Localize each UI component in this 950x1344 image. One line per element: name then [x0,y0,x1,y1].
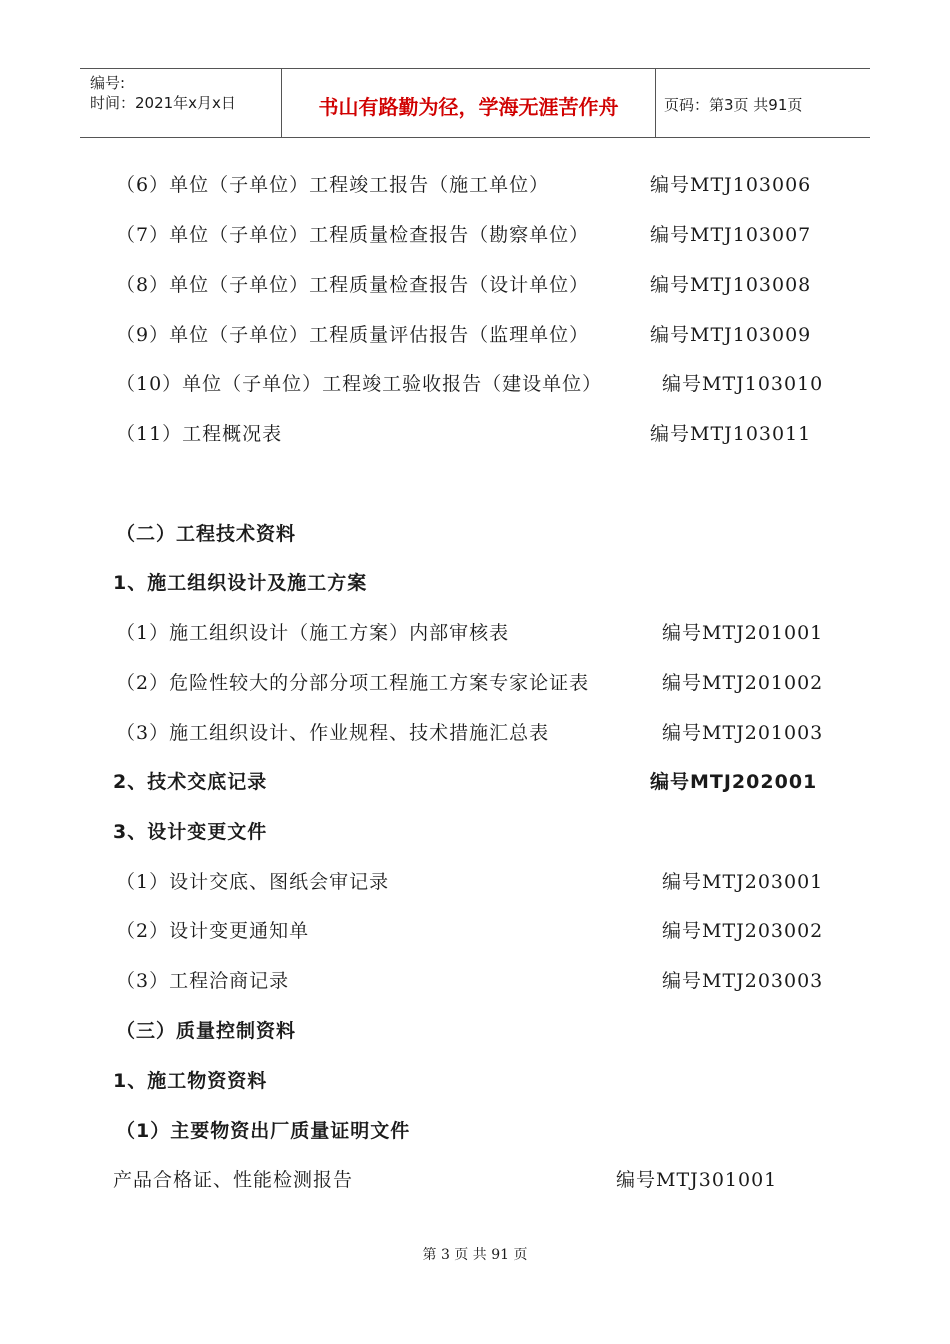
header-time-label: 时间：2021年x月x日 [90,94,236,112]
item-code: 编号MTJ103009 [650,324,812,346]
item-text: （1）设计交底、图纸会审记录 [116,871,390,893]
item-code: 编号MTJ203001 [662,871,824,893]
item-text: （8）单位（子单位）工程质量检查报告（设计单位） [116,274,590,296]
item-code: 编号MTJ103006 [650,174,812,196]
item-text: （9）单位（子单位）工程质量评估报告（监理单位） [116,324,590,346]
item-text: （11）工程概况表 [116,423,283,445]
item-text: （1）施工组织设计（施工方案）内部审核表 [116,622,510,644]
subsection-heading: 1、施工组织设计及施工方案 [113,572,368,594]
item-code: 编号MTJ203003 [662,970,824,992]
item-code: 编号MTJ201001 [662,622,824,644]
item-code: 编号MTJ201003 [662,722,824,744]
item-code: 编号MTJ103008 [650,274,812,296]
subsection-heading: 3、设计变更文件 [113,821,268,843]
item-code: 编号MTJ201002 [662,672,824,694]
item-code: 编号MTJ301001 [616,1169,778,1191]
section-heading: （三）质量控制资料 [116,1020,297,1042]
header-motto: 书山有路勤为径，学海无涯苦作舟 [282,69,656,137]
item-text: （6）单位（子单位）工程竣工报告（施工单位） [116,174,550,196]
page-footer: 第 3 页 共 91 页 [422,1247,528,1263]
item-text: （2）设计变更通知单 [116,920,310,942]
item-text: 产品合格证、性能检测报告 [113,1169,354,1191]
section-heading: （二）工程技术资料 [116,523,297,545]
item-text: （2）危险性较大的分部分项工程施工方案专家论证表 [116,672,590,694]
item-text: （7）单位（子单位）工程质量检查报告（勘察单位） [116,224,590,246]
page-header [80,68,870,138]
subsubsection-heading: （1）主要物资出厂质量证明文件 [116,1120,411,1142]
header-page-info: 页码：第3页 共91页 [664,95,803,114]
item-code: 编号MTJ203002 [662,920,824,942]
header-meta [80,69,282,137]
item-code: 编号MTJ103010 [662,373,824,395]
item-text: （3）工程洽商记录 [116,970,290,992]
item-code: 编号MTJ103011 [650,423,812,445]
subsection-heading: 1、施工物资资料 [113,1070,268,1092]
item-code: 编号MTJ103007 [650,224,812,246]
item-code: 编号MTJ202001 [650,771,818,793]
subsection-heading: 2、技术交底记录 [113,771,268,793]
item-text: （3）施工组织设计、作业规程、技术措施汇总表 [116,722,550,744]
item-text: （10）单位（子单位）工程竣工验收报告（建设单位） [116,373,603,395]
header-number-label: 编号: [90,74,126,92]
